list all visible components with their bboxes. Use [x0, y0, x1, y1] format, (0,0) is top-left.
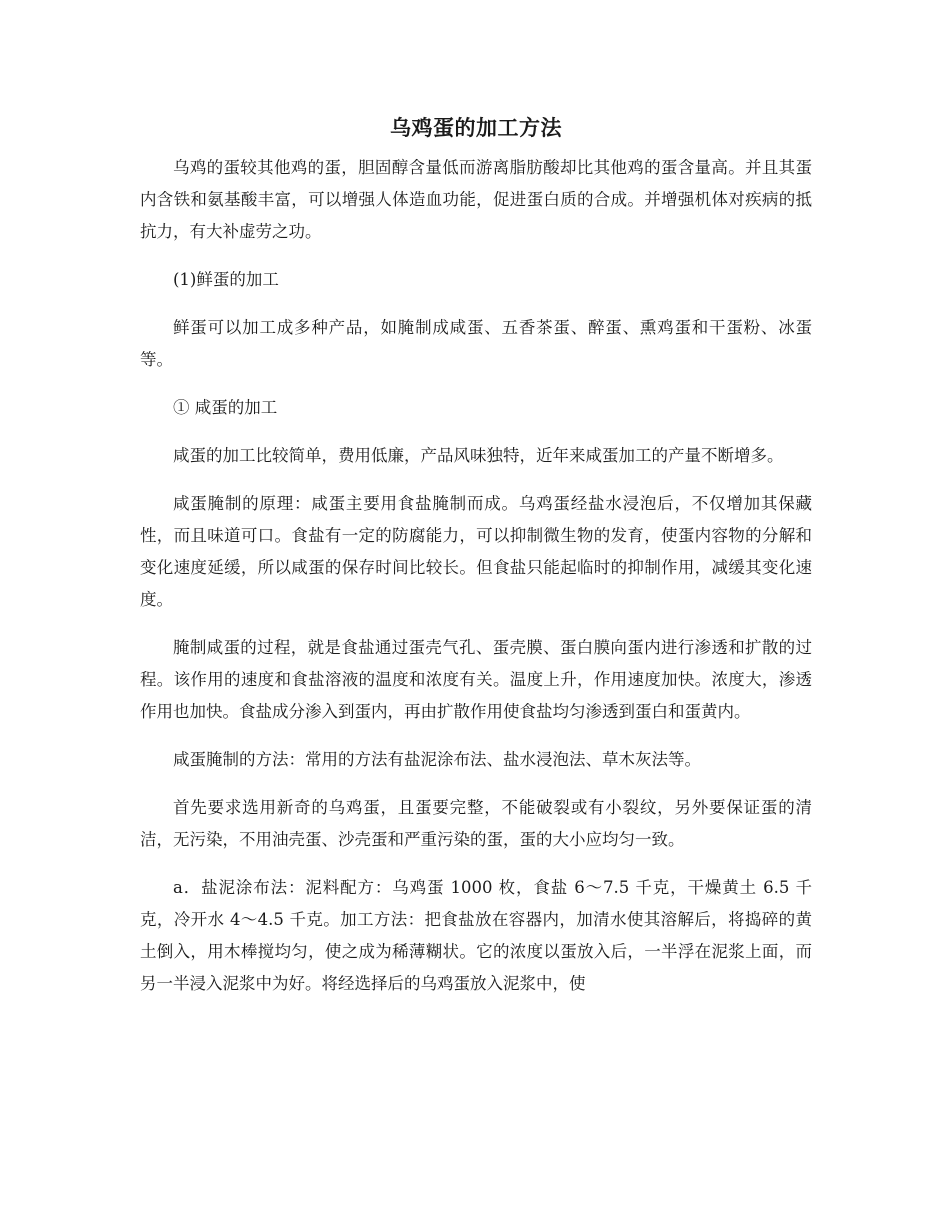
document-title: 乌鸡蛋的加工方法: [390, 115, 562, 140]
paragraph-salted-egg-overview: 咸蛋的加工比较简单，费用低廉，产品风味独特，近年来咸蛋加工的产量不断增多。: [173, 446, 784, 465]
paragraph-intro: 乌鸡的蛋较其他鸡的蛋，胆固醇含量低而游离脂肪酸却比其他鸡的蛋含量高。并且其蛋内含铁和氨基酸丰富，可以增强人体造血功能，促进蛋白质的合成。并增强机体对疾病的抵抗力，有大补虚劳之功。: [140, 158, 812, 241]
heading-salted-egg-processing: ① 咸蛋的加工: [173, 398, 278, 417]
heading-fresh-egg-processing: (1)鲜蛋的加工: [173, 270, 279, 289]
paragraph-salt-mud-method: a．盐泥涂布法：泥料配方：乌鸡蛋 1000 枚，食盐 6～7.5 千克，干燥黄土 6.5 千克，冷开水 4～4.5 千克。加工方法：把食盐放在容器内，加清水使其溶解后，将捣碎的黄土倒入，用木棒搅均匀，使之成为稀薄糊状。它的浓度以蛋放入后，一半浮在泥浆上面，而另一半浸入泥浆中为好。将经选择后的乌鸡蛋放入泥浆中，使: [140, 878, 812, 993]
paragraph-egg-selection: 首先要求选用新奇的乌鸡蛋，且蛋要完整，不能破裂或有小裂纹，另外要保证蛋的清洁，无污染，不用油壳蛋、沙壳蛋和严重污染的蛋，蛋的大小应均匀一致。: [140, 798, 812, 849]
document-page: [140, 112, 812, 1000]
paragraph-salting-methods: 咸蛋腌制的方法：常用的方法有盐泥涂布法、盐水浸泡法、草木灰法等。: [173, 750, 701, 769]
paragraph-fresh-egg-products: 鲜蛋可以加工成多种产品，如腌制成咸蛋、五香茶蛋、醉蛋、熏鸡蛋和干蛋粉、冰蛋等。: [140, 318, 812, 369]
paragraph-salting-process: 腌制咸蛋的过程，就是食盐通过蛋壳气孔、蛋壳膜、蛋白膜向蛋内进行渗透和扩散的过程。该作用的速度和食盐溶液的温度和浓度有关。温度上升，作用速度加快。浓度大，渗透作用也加快。食盐成分渗入到蛋内，再由扩散作用使食盐均匀渗透到蛋白和蛋黄内。: [140, 638, 812, 721]
paragraph-salting-principle: 咸蛋腌制的原理：咸蛋主要用食盐腌制而成。乌鸡蛋经盐水浸泡后，不仅增加其保藏性，而且味道可口。食盐有一定的防腐能力，可以抑制微生物的发育，使蛋内容物的分解和变化速度延缓，所以咸蛋的保存时间比较长。但食盐只能起临时的抑制作用，减缓其变化速度。: [140, 494, 812, 609]
